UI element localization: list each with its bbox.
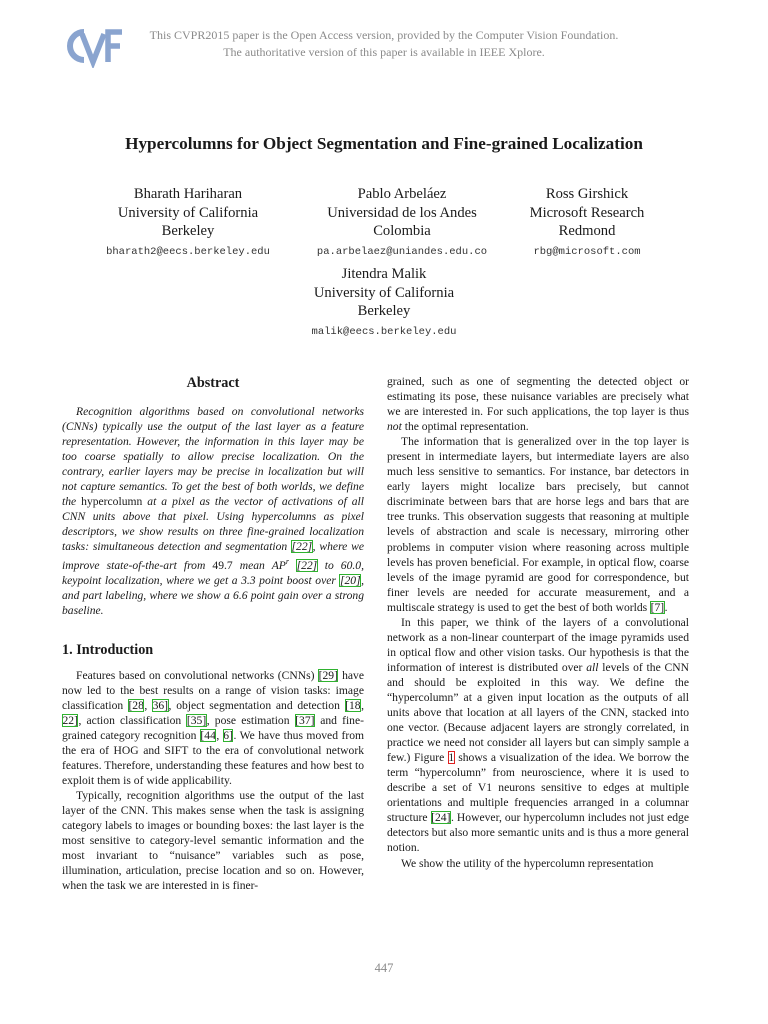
author-location: Colombia (373, 223, 431, 239)
body-text: grained, such as one of segmenting the detected object or estimating its pose, these nuisance variables are precisely what we are interested in. For such applications, the top layer is thus (387, 375, 689, 419)
citation-link[interactable]: [20] (339, 574, 361, 588)
body-text: , object segmentation and detection (168, 698, 345, 712)
body-text: shows a visualization of the idea. We borrow the term “hypercolumn” from neuroscience, where it is used to describe a set of V1 neurons sensitive to edges at multiple orientations and multiple frequencies arranged in a columnar structure (387, 751, 689, 825)
author-email[interactable]: malik@eecs.berkeley.edu (311, 325, 457, 338)
author-affiliation: Universidad de los Andes (327, 204, 477, 221)
abstract-heading: Abstract (186, 375, 240, 391)
abstract-text: , where we improve state-of-the-art from (62, 540, 364, 573)
body-text: the optimal representation. (401, 420, 529, 434)
body-text: The information that is generalized over in the top layer is present in intermediate layers, but intermediate layers are also much less sensitive to semantics. For instance, bar detectors in early layers might localize bars precisely, but cannot discriminate between bars that are horse legs and bars that are tree trunks. This observation suggests that reasoning at multiple levels of abstraction and scale is necessary, mirroring other problems in computer vision where reasoning across multiple levels has proven beneficial. For example, in optical flow, coarse levels of the image pyramid are good for correspondence, but finer levels are needed for accurate measurement, and a multiscale strategy is used to get the best of both worlds (387, 435, 689, 614)
intro-paragraph-3 (387, 434, 689, 615)
citation-link[interactable]: 22] (62, 713, 78, 727)
citation-link[interactable]: [22] (291, 540, 313, 554)
abstract-paragraph (62, 404, 364, 619)
body-text: In this paper, we think of the layers of a convolutional network as a non-linear counterpart of the image pyramids used in optical flow and other vision tasks. Our hypothesis is that the information of interest is distributed over (387, 615, 689, 674)
citation-link[interactable]: [28 (128, 698, 144, 712)
abstract-text (289, 559, 296, 572)
body-text: . We have thus moved from the era of HOG and SIFT to the era of convolutional network features. Therefore, understanding these features and how best to exploit them is of wide applicability. (62, 728, 365, 787)
author-affiliation: University of California (117, 204, 259, 221)
left-column (62, 374, 364, 893)
body-text: . (664, 600, 668, 614)
intro-paragraph-5: We show the utility of the hypercolumn representation (401, 856, 654, 870)
figure-reference-link[interactable]: 1 (448, 751, 455, 765)
open-access-notice (130, 27, 638, 61)
author-location: Berkeley (161, 223, 215, 239)
right-column (387, 374, 689, 871)
metric-value: 49.7 (212, 559, 233, 573)
notice-line-2: The authoritative version of this paper is available in IEEE Xplore. (223, 45, 545, 59)
citation-link[interactable]: [37] (295, 713, 315, 727)
author-block-1 (78, 185, 298, 261)
citation-link[interactable]: [18 (345, 698, 361, 712)
author-name: Bharath Hariharan (133, 186, 243, 202)
cvf-logo (62, 22, 124, 68)
author-email[interactable]: bharath2@eecs.berkeley.edu (106, 245, 270, 258)
intro-paragraph-2: Typically, recognition algorithms use the output of the last layer of the CNN. This makes sense when the task is assigning category labels to images or bounding boxes: the last layer is the most sensitive to category-level semantic information and the most invariant to “nuisance” variables such as pose, illumination, articulation, precise location and so on. However, when the task we are interested in is finer- (62, 788, 364, 893)
hypercolumn-term: hypercolumn (81, 495, 143, 509)
author-block-3 (487, 185, 687, 261)
citation-link[interactable]: [29] (318, 668, 338, 682)
intro-paragraph-1 (62, 668, 364, 788)
author-email[interactable]: rbg@microsoft.com (533, 245, 641, 258)
author-name: Pablo Arbeláez (357, 186, 447, 202)
introduction-heading: 1. Introduction (62, 641, 154, 658)
body-text: . However, our hypercolumn includes not just edge detectors but also more semantic units and is thus a more general notion. (387, 811, 689, 855)
cvf-logo-f (108, 32, 122, 62)
intro-paragraph-2-continued (387, 374, 689, 434)
abstract-body (62, 404, 364, 619)
body-text: Features based on convolutional networks (CNNs) (76, 668, 319, 682)
abstract-text: mean AP (232, 559, 286, 573)
citation-link[interactable]: 36] (152, 698, 169, 712)
body-text: have now led to the best results on a range of vision tasks: image classification (62, 668, 364, 712)
author-email[interactable]: pa.arbelaez@uniandes.edu.co (316, 245, 488, 258)
cvf-logo-v (82, 34, 104, 62)
author-affiliation: Microsoft Research (529, 204, 645, 221)
citation-link[interactable]: [44 (200, 728, 216, 742)
author-location: Berkeley (357, 303, 411, 319)
abstract-text: Recognition algorithms based on convolutional networks (CNNs) typically use the output of the last layer as a feature representation. However, the information in this layer may be too coarse spatially to allow precise localization. On the contrary, earlier layers may be precise in localization but will not capture semantics. To get the best of both worlds, we define the (62, 405, 364, 509)
body-text: , (216, 728, 223, 742)
paper-title: Hypercolumns for Object Segmentation and Fine-grained Localization (125, 134, 643, 153)
body-text: , action classification (78, 713, 187, 727)
abstract-text: at a pixel as the vector of activations of all CNN units above that pixel. Using hypercolumns as pixel descriptors, we show results on three fine-grained localization tasks: simultaneous detection and segmentation (62, 495, 365, 554)
page-number: 447 (374, 961, 394, 975)
metric-superscript: r (285, 557, 289, 567)
body-text: , (361, 698, 364, 712)
emphasis-not: not (387, 420, 402, 434)
author-location: Redmond (558, 223, 616, 239)
author-block-2 (292, 185, 512, 261)
author-block-4 (274, 265, 494, 341)
body-text: , pose estimation (206, 713, 295, 727)
citation-link[interactable]: [35] (186, 713, 207, 727)
emphasis-all: all (586, 660, 599, 674)
citation-link[interactable]: 6] (223, 728, 233, 742)
author-affiliation: University of California (313, 284, 455, 301)
body-text: , (144, 698, 153, 712)
citation-link[interactable]: [22] (296, 559, 318, 573)
citation-link[interactable]: [24] (431, 811, 451, 825)
abstract-text: to 60.0, keypoint localization, where we get a 3.3 point boost over (62, 559, 364, 588)
author-name: Jitendra Malik (341, 266, 427, 282)
body-text: and fine-grained category recognition (62, 713, 364, 742)
abstract-text: , and part labeling, where we show a 6.6 point gain over a strong baseline. (62, 574, 364, 618)
citation-link[interactable]: [7] (650, 600, 665, 614)
author-name: Ross Girshick (545, 186, 629, 202)
body-text: levels of the CNN and should be exploited in this way. We define the “hypercolumn” at a given input location as the outputs of all units above that location at all layers of the CNN, stacked into one vector. (Because adjacent layers are strongly correlated, in practice we need not consider all layers but can simply sample a few.) Figure (387, 660, 689, 765)
notice-line-1: This CVPR2015 paper is the Open Access version, provided by the Computer Vision Foundation. (149, 28, 619, 42)
intro-paragraph-4 (387, 615, 689, 856)
